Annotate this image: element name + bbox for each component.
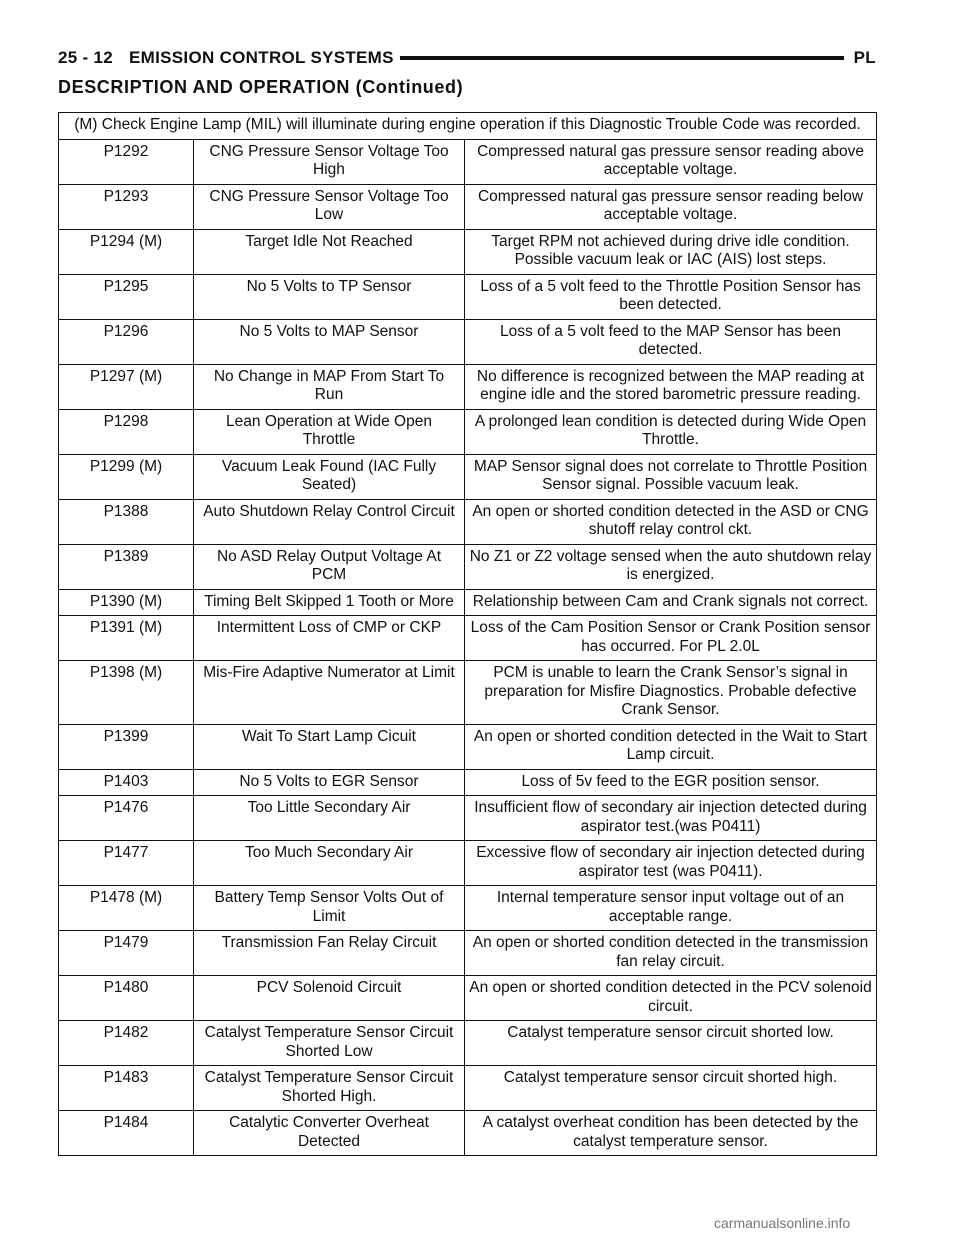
dtc-description: No Z1 or Z2 voltage sensed when the auto shutdown relay is energized. <box>465 544 877 589</box>
dtc-description: Internal temperature sensor input voltage out of an acceptable range. <box>465 886 877 931</box>
dtc-code: P1476 <box>59 796 194 841</box>
dtc-name: Too Little Secondary Air <box>194 796 465 841</box>
table-row <box>59 1066 877 1111</box>
dtc-description: PCM is unable to learn the Crank Sensor’s signal in preparation for Misfire Diagnostics. Probable defective Crank Sensor. <box>465 661 877 725</box>
dtc-code: P1389 <box>59 544 194 589</box>
section-title: EMISSION CONTROL SYSTEMS <box>129 48 394 67</box>
dtc-code: P1483 <box>59 1066 194 1111</box>
dtc-description: Loss of 5v feed to the EGR position sensor. <box>465 769 877 796</box>
section-subtitle: DESCRIPTION AND OPERATION (Continued) <box>58 77 464 97</box>
dtc-name: CNG Pressure Sensor Voltage Too Low <box>194 184 465 229</box>
table-row <box>59 724 877 769</box>
dtc-description: Target RPM not achieved during drive idle condition. Possible vacuum leak or IAC (AIS) lost steps. <box>465 229 877 274</box>
table-row <box>59 841 877 886</box>
dtc-description: An open or shorted condition detected in the transmission fan relay circuit. <box>465 931 877 976</box>
dtc-name: Catalyst Temperature Sensor Circuit Shorted High. <box>194 1066 465 1111</box>
table-row <box>59 796 877 841</box>
dtc-code: P1478 (M) <box>59 886 194 931</box>
dtc-code: P1293 <box>59 184 194 229</box>
dtc-description: Insufficient flow of secondary air injection detected during aspirator test.(was P0411) <box>465 796 877 841</box>
table-row <box>59 229 877 274</box>
dtc-name: Intermittent Loss of CMP or CKP <box>194 616 465 661</box>
dtc-name: Vacuum Leak Found (IAC Fully Seated) <box>194 454 465 499</box>
table-row <box>59 1111 877 1156</box>
dtc-name: Battery Temp Sensor Volts Out of Limit <box>194 886 465 931</box>
dtc-code: P1296 <box>59 319 194 364</box>
table-row <box>59 274 877 319</box>
dtc-code: P1403 <box>59 769 194 796</box>
dtc-name: No 5 Volts to MAP Sensor <box>194 319 465 364</box>
table-row <box>59 499 877 544</box>
table-row <box>59 544 877 589</box>
dtc-code: P1480 <box>59 976 194 1021</box>
dtc-description: Catalyst temperature sensor circuit shorted high. <box>465 1066 877 1111</box>
dtc-name: Target Idle Not Reached <box>194 229 465 274</box>
dtc-name: CNG Pressure Sensor Voltage Too High <box>194 139 465 184</box>
dtc-code: P1388 <box>59 499 194 544</box>
dtc-code: P1295 <box>59 274 194 319</box>
dtc-name: PCV Solenoid Circuit <box>194 976 465 1021</box>
dtc-name: Wait To Start Lamp Cicuit <box>194 724 465 769</box>
dtc-name: No Change in MAP From Start To Run <box>194 364 465 409</box>
dtc-name: No ASD Relay Output Voltage At PCM <box>194 544 465 589</box>
dtc-name: Mis-Fire Adaptive Numerator at Limit <box>194 661 465 725</box>
dtc-description: An open or shorted condition detected in the ASD or CNG shutoff relay control ckt. <box>465 499 877 544</box>
table-row <box>59 931 877 976</box>
table-row <box>59 364 877 409</box>
dtc-description: An open or shorted condition detected in the Wait to Start Lamp circuit. <box>465 724 877 769</box>
dtc-code: P1292 <box>59 139 194 184</box>
dtc-description: An open or shorted condition detected in the PCV solenoid circuit. <box>465 976 877 1021</box>
page-header <box>58 46 876 70</box>
dtc-code: P1484 <box>59 1111 194 1156</box>
dtc-name: No 5 Volts to TP Sensor <box>194 274 465 319</box>
dtc-code: P1398 (M) <box>59 661 194 725</box>
table-row <box>59 139 877 184</box>
watermark: carmanualsonline.info <box>714 1215 851 1231</box>
dtc-description: Excessive flow of secondary air injection detected during aspirator test (was P0411). <box>465 841 877 886</box>
dtc-name: Auto Shutdown Relay Control Circuit <box>194 499 465 544</box>
dtc-code: P1477 <box>59 841 194 886</box>
dtc-description: Relationship between Cam and Crank signals not correct. <box>465 589 877 616</box>
dtc-description: No difference is recognized between the MAP reading at engine idle and the stored barometric pressure reading. <box>465 364 877 409</box>
dtc-name: Lean Operation at Wide Open Throttle <box>194 409 465 454</box>
dtc-description: Loss of the Cam Position Sensor or Crank Position sensor has occurred. For PL 2.0L <box>465 616 877 661</box>
table-note-row <box>59 113 877 140</box>
dtc-code: P1299 (M) <box>59 454 194 499</box>
dtc-name: Catalyst Temperature Sensor Circuit Shorted Low <box>194 1021 465 1066</box>
table-row <box>59 616 877 661</box>
dtc-code: P1294 (M) <box>59 229 194 274</box>
model-label: PL <box>853 48 876 67</box>
table-row <box>59 319 877 364</box>
table-row <box>59 769 877 796</box>
table-row <box>59 976 877 1021</box>
table-row <box>59 184 877 229</box>
dtc-description: MAP Sensor signal does not correlate to Throttle Position Sensor signal. Possible vacuum leak. <box>465 454 877 499</box>
dtc-description: Compressed natural gas pressure sensor reading above acceptable voltage. <box>465 139 877 184</box>
dtc-name: Too Much Secondary Air <box>194 841 465 886</box>
dtc-description: A prolonged lean condition is detected during Wide Open Throttle. <box>465 409 877 454</box>
dtc-name: Timing Belt Skipped 1 Tooth or More <box>194 589 465 616</box>
table-row <box>59 1021 877 1066</box>
dtc-code: P1399 <box>59 724 194 769</box>
table-note: (M) Check Engine Lamp (MIL) will illuminate during engine operation if this Diagnostic Trouble Code was recorded. <box>59 113 877 140</box>
dtc-name: Transmission Fan Relay Circuit <box>194 931 465 976</box>
dtc-code: P1482 <box>59 1021 194 1066</box>
dtc-code: P1297 (M) <box>59 364 194 409</box>
dtc-name: No 5 Volts to EGR Sensor <box>194 769 465 796</box>
table-row <box>59 409 877 454</box>
dtc-description: Loss of a 5 volt feed to the Throttle Position Sensor has been detected. <box>465 274 877 319</box>
dtc-description: A catalyst overheat condition has been detected by the catalyst temperature sensor. <box>465 1111 877 1156</box>
dtc-code: P1391 (M) <box>59 616 194 661</box>
dtc-code: P1298 <box>59 409 194 454</box>
dtc-name: Catalytic Converter Overheat Detected <box>194 1111 465 1156</box>
table-row <box>59 661 877 725</box>
dtc-description: Catalyst temperature sensor circuit shorted low. <box>465 1021 877 1066</box>
dtc-description: Loss of a 5 volt feed to the MAP Sensor has been detected. <box>465 319 877 364</box>
table-row <box>59 454 877 499</box>
dtc-table <box>58 112 877 1156</box>
dtc-description: Compressed natural gas pressure sensor reading below acceptable voltage. <box>465 184 877 229</box>
page-number: 25 - 12 <box>58 48 114 67</box>
header-rule <box>400 56 844 60</box>
dtc-code: P1390 (M) <box>59 589 194 616</box>
table-row <box>59 886 877 931</box>
dtc-code: P1479 <box>59 931 194 976</box>
table-row <box>59 589 877 616</box>
